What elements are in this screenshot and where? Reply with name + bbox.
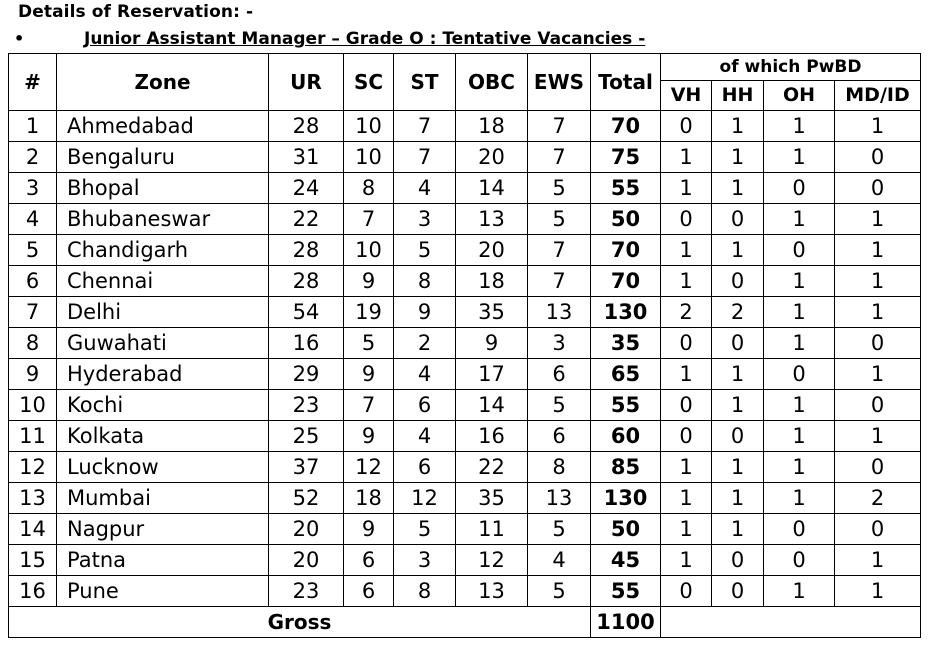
- table-row: [9, 576, 921, 607]
- total-value: 35: [591, 328, 661, 359]
- ews-value: 7: [528, 266, 591, 297]
- table-header: [9, 54, 921, 111]
- hh-value: 0: [712, 266, 764, 297]
- mdid-value: 1: [835, 111, 921, 142]
- st-value: 8: [394, 576, 456, 607]
- table-row: [9, 421, 921, 452]
- obc-value: 16: [456, 421, 528, 452]
- row-num: 13: [9, 483, 57, 514]
- obc-value: 20: [456, 235, 528, 266]
- header-zone: Zone: [57, 54, 269, 111]
- hh-value: 1: [712, 173, 764, 204]
- hh-value: 1: [712, 235, 764, 266]
- header-mdid: MD/ID: [835, 81, 921, 111]
- vh-value: 1: [661, 483, 712, 514]
- row-num: 12: [9, 452, 57, 483]
- sc-value: 5: [344, 328, 394, 359]
- table-body: [9, 111, 921, 607]
- hh-value: 1: [712, 111, 764, 142]
- row-num: 11: [9, 421, 57, 452]
- hh-value: 1: [712, 514, 764, 545]
- table-row: [9, 297, 921, 328]
- zone-name: Chennai: [57, 266, 269, 297]
- vacancy-title: Junior Assistant Manager – Grade O : Tentative Vacancies -: [84, 29, 646, 49]
- total-value: 60: [591, 421, 661, 452]
- oh-value: 1: [764, 576, 835, 607]
- gross-value: 1100: [591, 607, 661, 638]
- ews-value: 5: [528, 173, 591, 204]
- zone-name: Lucknow: [57, 452, 269, 483]
- row-num: 10: [9, 390, 57, 421]
- ur-value: 28: [269, 235, 344, 266]
- st-value: 6: [394, 390, 456, 421]
- ur-value: 22: [269, 204, 344, 235]
- sc-value: 10: [344, 111, 394, 142]
- oh-value: 0: [764, 173, 835, 204]
- mdid-value: 1: [835, 266, 921, 297]
- total-value: 45: [591, 545, 661, 576]
- vh-value: 1: [661, 452, 712, 483]
- header-total: Total: [591, 54, 661, 111]
- row-num: 2: [9, 142, 57, 173]
- header-sc: SC: [344, 54, 394, 111]
- sc-value: 9: [344, 421, 394, 452]
- oh-value: 1: [764, 328, 835, 359]
- zone-name: Bhopal: [57, 173, 269, 204]
- st-value: 4: [394, 173, 456, 204]
- st-value: 12: [394, 483, 456, 514]
- vh-value: 1: [661, 235, 712, 266]
- zone-name: Delhi: [57, 297, 269, 328]
- row-num: 15: [9, 545, 57, 576]
- table-row: [9, 142, 921, 173]
- sc-value: 9: [344, 514, 394, 545]
- st-value: 8: [394, 266, 456, 297]
- ur-value: 23: [269, 576, 344, 607]
- vh-value: 1: [661, 514, 712, 545]
- header-pwbd-group: of which PwBD: [661, 54, 921, 81]
- sc-value: 6: [344, 576, 394, 607]
- oh-value: 1: [764, 204, 835, 235]
- zone-name: Pune: [57, 576, 269, 607]
- ur-value: 28: [269, 111, 344, 142]
- mdid-value: 1: [835, 359, 921, 390]
- obc-value: 18: [456, 111, 528, 142]
- hh-value: 1: [712, 142, 764, 173]
- ews-value: 5: [528, 204, 591, 235]
- mdid-value: 0: [835, 142, 921, 173]
- mdid-value: 0: [835, 173, 921, 204]
- ews-value: 13: [528, 297, 591, 328]
- hh-value: 0: [712, 328, 764, 359]
- oh-value: 0: [764, 514, 835, 545]
- oh-value: 0: [764, 359, 835, 390]
- table-row: [9, 111, 921, 142]
- total-value: 50: [591, 514, 661, 545]
- ur-value: 16: [269, 328, 344, 359]
- ews-value: 6: [528, 421, 591, 452]
- hh-value: 0: [712, 545, 764, 576]
- zone-name: Patna: [57, 545, 269, 576]
- ur-value: 23: [269, 390, 344, 421]
- zone-name: Ahmedabad: [57, 111, 269, 142]
- sc-value: 6: [344, 545, 394, 576]
- bullet-icon: •: [14, 29, 25, 48]
- mdid-value: 0: [835, 452, 921, 483]
- row-num: 5: [9, 235, 57, 266]
- ews-value: 6: [528, 359, 591, 390]
- obc-value: 13: [456, 576, 528, 607]
- mdid-value: 0: [835, 328, 921, 359]
- vh-value: 2: [661, 297, 712, 328]
- zone-name: Bhubaneswar: [57, 204, 269, 235]
- ews-value: 13: [528, 483, 591, 514]
- hh-value: 0: [712, 576, 764, 607]
- hh-value: 0: [712, 421, 764, 452]
- row-num: 4: [9, 204, 57, 235]
- ur-value: 31: [269, 142, 344, 173]
- gross-empty-cell: [661, 607, 921, 638]
- st-value: 5: [394, 514, 456, 545]
- oh-value: 0: [764, 235, 835, 266]
- gross-label: Gross: [9, 607, 591, 638]
- ews-value: 5: [528, 390, 591, 421]
- hh-value: 1: [712, 359, 764, 390]
- header-ews: EWS: [528, 54, 591, 111]
- total-value: 55: [591, 576, 661, 607]
- st-value: 3: [394, 204, 456, 235]
- hh-value: 1: [712, 452, 764, 483]
- vh-value: 1: [661, 359, 712, 390]
- oh-value: 1: [764, 297, 835, 328]
- table-row: [9, 235, 921, 266]
- obc-value: 35: [456, 297, 528, 328]
- obc-value: 20: [456, 142, 528, 173]
- row-num: 6: [9, 266, 57, 297]
- table-row: [9, 266, 921, 297]
- header-num: #: [9, 54, 57, 111]
- vh-value: 1: [661, 545, 712, 576]
- oh-value: 1: [764, 111, 835, 142]
- total-value: 75: [591, 142, 661, 173]
- obc-value: 35: [456, 483, 528, 514]
- row-num: 9: [9, 359, 57, 390]
- zone-name: Guwahati: [57, 328, 269, 359]
- ur-value: 37: [269, 452, 344, 483]
- vh-value: 0: [661, 421, 712, 452]
- sc-value: 19: [344, 297, 394, 328]
- obc-value: 18: [456, 266, 528, 297]
- ur-value: 28: [269, 266, 344, 297]
- row-num: 7: [9, 297, 57, 328]
- st-value: 7: [394, 111, 456, 142]
- obc-value: 14: [456, 173, 528, 204]
- total-value: 55: [591, 173, 661, 204]
- ur-value: 52: [269, 483, 344, 514]
- table-footer: [9, 607, 921, 638]
- sc-value: 10: [344, 235, 394, 266]
- total-value: 70: [591, 266, 661, 297]
- vh-value: 1: [661, 173, 712, 204]
- table-row: [9, 328, 921, 359]
- obc-value: 17: [456, 359, 528, 390]
- mdid-value: 2: [835, 483, 921, 514]
- row-num: 8: [9, 328, 57, 359]
- header-vh: VH: [661, 81, 712, 111]
- vh-value: 0: [661, 204, 712, 235]
- table-row: [9, 204, 921, 235]
- vh-value: 1: [661, 142, 712, 173]
- header-ur: UR: [269, 54, 344, 111]
- total-value: 50: [591, 204, 661, 235]
- st-value: 6: [394, 452, 456, 483]
- ur-value: 20: [269, 545, 344, 576]
- total-value: 85: [591, 452, 661, 483]
- vh-value: 0: [661, 390, 712, 421]
- table-row: [9, 545, 921, 576]
- obc-value: 13: [456, 204, 528, 235]
- table-row: [9, 359, 921, 390]
- mdid-value: 0: [835, 514, 921, 545]
- ur-value: 29: [269, 359, 344, 390]
- ur-value: 24: [269, 173, 344, 204]
- hh-value: 0: [712, 204, 764, 235]
- total-value: 70: [591, 235, 661, 266]
- mdid-value: 1: [835, 235, 921, 266]
- st-value: 3: [394, 545, 456, 576]
- zone-name: Chandigarh: [57, 235, 269, 266]
- mdid-value: 1: [835, 545, 921, 576]
- table-row: [9, 452, 921, 483]
- header-hh: HH: [712, 81, 764, 111]
- hh-value: 1: [712, 483, 764, 514]
- zone-name: Bengaluru: [57, 142, 269, 173]
- sc-value: 7: [344, 204, 394, 235]
- row-num: 14: [9, 514, 57, 545]
- st-value: 9: [394, 297, 456, 328]
- oh-value: 1: [764, 266, 835, 297]
- ews-value: 3: [528, 328, 591, 359]
- hh-value: 1: [712, 390, 764, 421]
- vacancy-subheading: [14, 29, 645, 49]
- oh-value: 1: [764, 452, 835, 483]
- mdid-value: 1: [835, 576, 921, 607]
- ews-value: 7: [528, 142, 591, 173]
- mdid-value: 0: [835, 390, 921, 421]
- ur-value: 54: [269, 297, 344, 328]
- st-value: 2: [394, 328, 456, 359]
- sc-value: 12: [344, 452, 394, 483]
- total-value: 70: [591, 111, 661, 142]
- gross-row: [9, 607, 921, 638]
- obc-value: 9: [456, 328, 528, 359]
- oh-value: 0: [764, 545, 835, 576]
- section-heading: Details of Reservation: -: [18, 2, 254, 22]
- vh-value: 1: [661, 266, 712, 297]
- header-obc: OBC: [456, 54, 528, 111]
- ews-value: 5: [528, 514, 591, 545]
- ews-value: 5: [528, 576, 591, 607]
- ews-value: 7: [528, 235, 591, 266]
- st-value: 7: [394, 142, 456, 173]
- total-value: 130: [591, 297, 661, 328]
- ews-value: 4: [528, 545, 591, 576]
- mdid-value: 1: [835, 421, 921, 452]
- vh-value: 0: [661, 576, 712, 607]
- ews-value: 7: [528, 111, 591, 142]
- sc-value: 7: [344, 390, 394, 421]
- header-st: ST: [394, 54, 456, 111]
- oh-value: 1: [764, 421, 835, 452]
- mdid-value: 1: [835, 297, 921, 328]
- total-value: 65: [591, 359, 661, 390]
- total-value: 55: [591, 390, 661, 421]
- sc-value: 9: [344, 266, 394, 297]
- st-value: 5: [394, 235, 456, 266]
- sc-value: 10: [344, 142, 394, 173]
- sc-value: 9: [344, 359, 394, 390]
- obc-value: 14: [456, 390, 528, 421]
- zone-name: Mumbai: [57, 483, 269, 514]
- total-value: 130: [591, 483, 661, 514]
- sc-value: 8: [344, 173, 394, 204]
- row-num: 3: [9, 173, 57, 204]
- header-oh: OH: [764, 81, 835, 111]
- oh-value: 1: [764, 390, 835, 421]
- obc-value: 22: [456, 452, 528, 483]
- oh-value: 1: [764, 483, 835, 514]
- row-num: 1: [9, 111, 57, 142]
- st-value: 4: [394, 421, 456, 452]
- hh-value: 2: [712, 297, 764, 328]
- table-row: [9, 173, 921, 204]
- st-value: 4: [394, 359, 456, 390]
- sc-value: 18: [344, 483, 394, 514]
- vh-value: 0: [661, 111, 712, 142]
- ur-value: 20: [269, 514, 344, 545]
- row-num: 16: [9, 576, 57, 607]
- obc-value: 11: [456, 514, 528, 545]
- oh-value: 1: [764, 142, 835, 173]
- zone-name: Kochi: [57, 390, 269, 421]
- vh-value: 0: [661, 328, 712, 359]
- mdid-value: 1: [835, 204, 921, 235]
- obc-value: 12: [456, 545, 528, 576]
- table-row: [9, 483, 921, 514]
- ews-value: 8: [528, 452, 591, 483]
- zone-name: Nagpur: [57, 514, 269, 545]
- table-row: [9, 514, 921, 545]
- zone-name: Hyderabad: [57, 359, 269, 390]
- vacancy-table: [8, 53, 921, 638]
- zone-name: Kolkata: [57, 421, 269, 452]
- ur-value: 25: [269, 421, 344, 452]
- table-row: [9, 390, 921, 421]
